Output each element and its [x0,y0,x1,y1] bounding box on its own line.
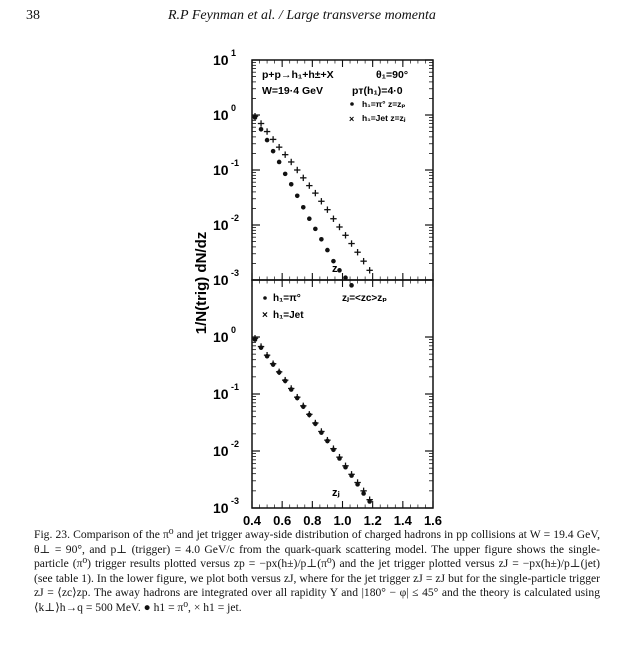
top-pi-point [349,283,354,288]
top-jet-point [300,175,306,181]
top-pi-point [313,227,318,232]
top-pi-point [301,205,306,210]
top-info-reaction: p+p→h₁+h±+X [262,69,334,81]
bottom-y-tick-exp: -1 [231,382,240,392]
bottom-legend-cross-marker: × [262,310,268,321]
top-jet-point [306,182,312,188]
top-legend-pi: h₁=π° z=zₚ [362,99,406,109]
bottom-jet-point [312,420,318,426]
bottom-legend-jet: h₁=Jet [273,310,304,321]
bottom-jet-point [270,361,276,367]
top-x-label: z [332,263,338,275]
top-jet-point [264,128,270,134]
bottom-y-tick-exp: -2 [231,439,240,449]
top-jet-point [252,113,258,119]
caption-text: Fig. 23. Comparison of the π⁰ and jet trigger away-side distribution of charged hadrons in pp collisions at W = 19.4 GeV, θ⊥ = 90°, and p⊥ (trigger) = 4.0 GeV/c from the quark-quark scattering model. The upper figure shows the single-particle (π⁰) trigger results plotted versus zp = −px(h±)/p⊥(π⁰) and the jet trigger plotted versus zJ = −px(h±)/p⊥(jet) (see table 1). In the lower figure, we plot both versus zJ, where for the jet trigger zJ = zJ but for the single-particle trigger zJ = ⟨zc⟩zp. The away hadrons are integrated over all rapidity Y and |180° − φ| ≤ 45° and the theory is calculated using ⟨k⊥⟩h→q = 500 MeV. ● h1 = π⁰, × h1 = jet. [34,528,600,614]
x-tick-label: 1.4 [393,513,412,528]
bottom-jet-point [276,369,282,375]
y-axis-label: 1/N(trig) dN/dz [193,231,210,335]
top-y-tick-label: 10 [213,107,229,123]
bottom-jet-point [264,352,270,358]
top-jet-point [348,240,354,246]
bottom-jet-point [348,471,354,477]
top-jet-point [330,216,336,222]
bottom-zj-definition: zⱼ=<zᴄ>zₚ [342,293,388,304]
bottom-jet-point [336,454,342,460]
top-y-tick-exp: 0 [231,103,237,113]
top-info-energy: W=19·4 GeV [262,85,323,97]
top-legend-jet: h₁=Jet z=zⱼ [362,113,406,123]
top-pi-point [337,268,342,273]
bottom-legend-pi: h₁=π° [273,293,301,304]
figure-caption [34,528,600,616]
top-pi-point [259,127,264,132]
top-pi-point [289,182,294,187]
top-info-angle: θ₁=90° [376,69,409,81]
top-jet-point [270,136,276,142]
top-jet-point [258,120,264,126]
x-tick-label: 0.4 [242,513,262,528]
bottom-y-tick-exp: -3 [231,496,240,506]
page-number: 38 [26,8,40,23]
running-title: R.P Feynman et al. / Large transverse momenta [168,8,436,23]
bottom-panel-points [252,335,373,504]
bottom-jet-point [252,335,258,341]
top-pi-point [331,259,336,264]
top-jet-point [336,224,342,230]
top-y-ticks [213,48,433,288]
bottom-jet-point [294,394,300,400]
top-jet-point [354,249,360,255]
bottom-y-tick-label: 10 [213,500,229,516]
bottom-jet-point [318,428,324,434]
top-jet-point [318,198,324,204]
x-tick-label: 0.8 [303,513,322,528]
top-jet-point [288,159,294,165]
top-y-tick-label: 10 [213,272,229,288]
bottom-y-ticks [213,325,433,516]
bottom-jet-point [300,403,306,409]
top-pi-point [307,216,312,221]
top-jet-point [342,232,348,238]
top-pi-point [319,237,324,242]
top-pi-point [283,172,288,177]
bottom-jet-point [306,411,312,417]
bottom-jet-point [330,445,336,451]
top-y-tick-exp: 1 [231,48,237,58]
x-tick-label: 1.6 [423,513,443,528]
top-legend-cross-marker: × [349,114,355,124]
bottom-jet-point [282,377,288,383]
bottom-legend-dot-marker [263,296,267,300]
top-info-pt: pᴛ(h₁)=4·0 [352,85,403,97]
top-jet-point [276,144,282,150]
top-jet-point [282,151,288,157]
bottom-panel-info [262,293,387,499]
top-jet-point [324,206,330,212]
top-y-tick-label: 10 [213,162,229,178]
bottom-y-tick-label: 10 [213,386,229,402]
bottom-jet-point [342,463,348,469]
bottom-y-tick-label: 10 [213,329,229,345]
bottom-x-label: zⱼ [332,487,340,499]
bottom-y-tick-exp: 0 [231,325,237,335]
top-y-tick-label: 10 [213,52,229,68]
top-y-tick-exp: -2 [231,213,240,223]
top-pi-point [295,193,300,198]
top-panel-points [252,113,373,288]
top-y-tick-exp: -3 [231,268,240,278]
x-tick-label: 0.6 [273,513,292,528]
top-jet-point [366,267,372,273]
top-jet-point [294,167,300,173]
top-legend-dot-marker [350,102,354,106]
top-jet-point [360,258,366,264]
x-tick-label: 1.2 [363,513,382,528]
x-tick-label: 1.0 [333,513,352,528]
top-y-tick-label: 10 [213,217,229,233]
top-jet-point [312,190,318,196]
top-pi-point [277,160,282,165]
bottom-jet-point [258,343,264,349]
top-y-tick-exp: -1 [231,158,240,168]
bottom-y-tick-label: 10 [213,443,229,459]
bottom-jet-point [324,437,330,443]
top-pi-point [271,149,276,154]
bottom-jet-point [288,385,294,391]
top-pi-point [343,275,348,280]
top-pi-point [265,138,270,143]
top-pi-point [325,248,330,253]
